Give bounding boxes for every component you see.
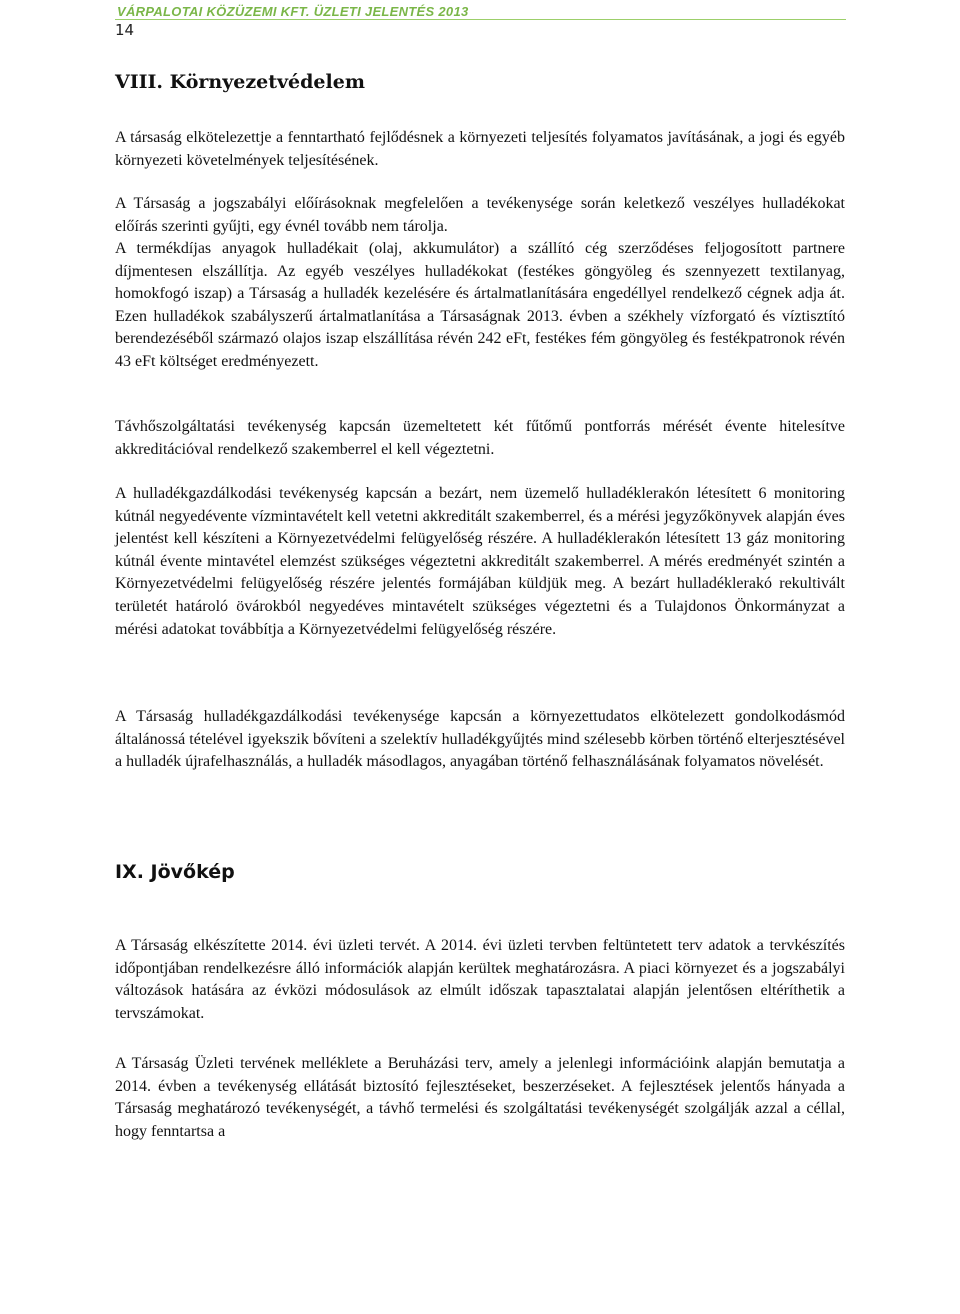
paragraph-district-heating: Távhőszolgáltatási tevékenység kapcsán üzemeltetett két fűtőmű pontforrás mérését évente hitelesítve akkreditációval rendelkező szakemberrel el kell végeztetni. bbox=[115, 418, 845, 458]
paragraph-business-plan: A Társaság elkészítette 2014. évi üzleti tervét. A 2014. évi üzleti tervben feltüntetett terv adatok a tervkészítés időpontjában rendelkezésre álló információk alapján kerültek meghatározásra. A piaci környezet és a jogszabályi változások hatására az évközi módosulások az elmúlt időszak tapasztalatai alapján jelentősen eltéríthetik a tervszámokat. bbox=[115, 937, 845, 1022]
section-heading-future: IX. Jövőkép bbox=[115, 861, 235, 883]
page-number: 14 bbox=[115, 21, 135, 39]
section-heading-environment: VIII. Környezetvédelem bbox=[115, 71, 365, 93]
header-divider bbox=[115, 19, 846, 20]
paragraph-product-fee-waste: A termékdíjas anyagok hulladékait (olaj, akkumulátor) a szállító cég szerződéses feljogosított partnere díjmentesen elszállítja. Az egyéb veszélyes hulladékokat (festékes göngyöleg és szennyezett textilanyag, homokfogó iszap) a Társaság a hulladék kezelésére és ártalmatlanítására engedéllyel rendelkező cégnek adja át. Ezen hulladékok szabályszerű ártalmatlanítása a Társaságnak 2013. évben a székhely vízforgató és víztisztító berendezéséből származó olajos iszap elszállítása révén 242 eFt, festékes fém göngyöleg és festékpatronok révén 43 eFt költséget eredményezett. bbox=[115, 240, 845, 370]
running-header: VÁRPALOTAI KÖZÜZEMI KFT. ÜZLETI JELENTÉS 2013 bbox=[117, 4, 469, 19]
paragraph-hazardous-waste: A Társaság a jogszabályi előírásoknak megfelelően a tevékenysége során keletkező veszélyes hulladékokat előírás szerinti gyűjti, egy évnél tovább nem tárolja. bbox=[115, 195, 845, 235]
paragraph-investment-plan: A Társaság Üzleti tervének melléklete a Beruházási terv, amely a jelenlegi információink alapján bemutatja a 2014. évben a tevékenység ellátását biztosító fejlesztéseket, beszerzéseket. A fejlesztések jelentős hányada a Társaság meghatározó tevékenységét, a távhő termelési és szolgáltatási tevékenységét szolgálják azzal a céllal, hogy fenntartsa a bbox=[115, 1055, 845, 1140]
paragraph-selective-collection: A Társaság hulladékgazdálkodási tevékenysége kapcsán a környezettudatos elkötelezett gondolkodásmód általánossá tételével igyekszik bővíteni a szelektív hulladékgyűjtés mind szélesebb körben történő elterjesztésével a hulladék újrafelhasználás, a hulladék másodlagos, anyagában történő felhasználásának folyamatos növelését. bbox=[115, 708, 845, 771]
paragraph-commitment: A társaság elkötelezettje a fenntartható fejlődésnek a környezeti teljesítés folyamatos javításának, a jogi és egyéb környezeti követelmények teljesítésének. bbox=[115, 129, 845, 169]
paragraph-landfill-monitoring: A hulladékgazdálkodási tevékenység kapcsán a bezárt, nem üzemelő hulladéklerakón létesített 6 monitoring kútnál negyedévente vízmintavételt kell vetetni akkreditált szakemberrel, és a mérési jegyzőkönyvek alapján éves jelentést kell készíteni a Környezetvédelmi felügyelőség részére. A hulladéklerakón létesített 13 gáz monitoring kútnál évente mintavétel elemzést szükséges végeztetni akkreditált szakemberrel. A mérés eredményét szintén a Környezetvédelmi felügyelőség részére jelentés formájában küldjük meg. A bezárt hulladéklerakó rekultivált területét határoló övárokból negyedéves mintavételt szükséges végeztetni és a Tulajdonos Önkormányzat a mérési adatokat továbbítja a Környezetvédelmi felügyelőség részére. bbox=[115, 485, 845, 638]
